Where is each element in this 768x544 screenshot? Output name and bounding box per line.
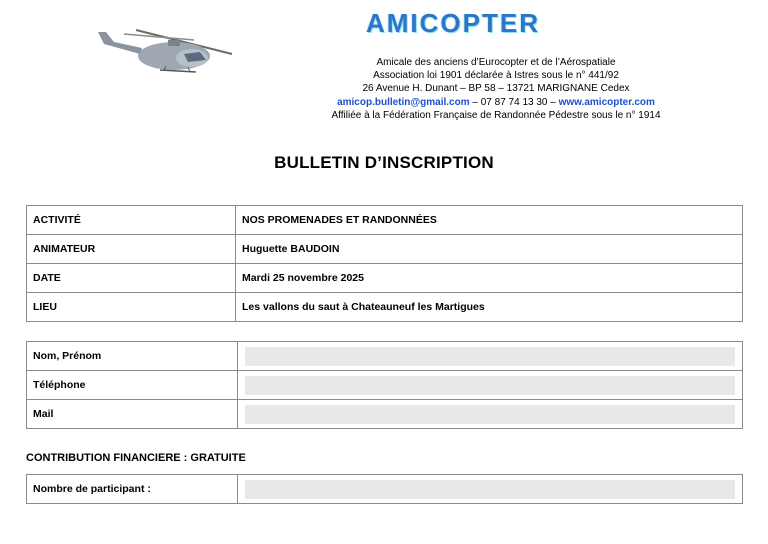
participants-table (26, 474, 743, 504)
table-row (27, 342, 743, 371)
info-label: DATE (27, 264, 236, 293)
table-row (27, 400, 743, 429)
table-row (27, 264, 743, 293)
info-value: Mardi 25 novembre 2025 (236, 264, 743, 293)
info-label: LIEU (27, 293, 236, 322)
table-row (27, 371, 743, 400)
table-row (27, 293, 743, 322)
email-link[interactable]: amicop.bulletin@gmail.com (337, 96, 470, 108)
phone-label: Téléphone (27, 371, 238, 400)
table-row (27, 475, 743, 504)
registration-form-table (26, 341, 743, 429)
contribution-heading: CONTRIBUTION FINANCIERE : GRATUITE (26, 452, 246, 464)
participants-field[interactable] (245, 480, 735, 499)
info-label: ACTIVITÉ (27, 206, 236, 235)
mail-label: Mail (27, 400, 238, 429)
participants-label: Nombre de participant : (27, 475, 238, 504)
table-row (27, 235, 743, 264)
helicopter-image (84, 10, 234, 82)
amicopter-logo (366, 6, 616, 44)
info-value: Huguette BAUDOIN (236, 235, 743, 264)
phone-text: – 07 87 74 13 30 – (469, 96, 559, 108)
logo-wordmark: AMICOPTER (366, 8, 540, 38)
name-field[interactable] (245, 347, 735, 366)
association-info (300, 56, 692, 122)
phone-field[interactable] (245, 376, 735, 395)
association-line-2: Association loi 1901 déclarée à Istres sous le n° 441/92 (373, 70, 619, 82)
mail-field[interactable] (245, 405, 735, 424)
activity-info-table (26, 205, 743, 322)
association-line-1: Amicale des anciens d’Eurocopter et de l’Aérospatiale (376, 57, 616, 68)
info-label: ANIMATEUR (27, 235, 236, 264)
info-value: NOS PROMENADES ET RANDONNÉES (236, 206, 743, 235)
name-label: Nom, Prénom (27, 342, 238, 371)
page-title: BULLETIN D’INSCRIPTION (274, 153, 494, 172)
affiliation-line: Affiliée à la Fédération Française de Randonnée Pédestre sous le n° 1914 (331, 109, 661, 121)
info-value: Les vallons du saut à Chateauneuf les Martigues (236, 293, 743, 322)
contact-line (300, 96, 692, 109)
table-row (27, 206, 743, 235)
association-line-3: 26 Avenue H. Dunant – BP 58 – 13721 MARIGNANE Cedex (362, 83, 630, 95)
website-link[interactable]: www.amicopter.com (558, 96, 655, 108)
